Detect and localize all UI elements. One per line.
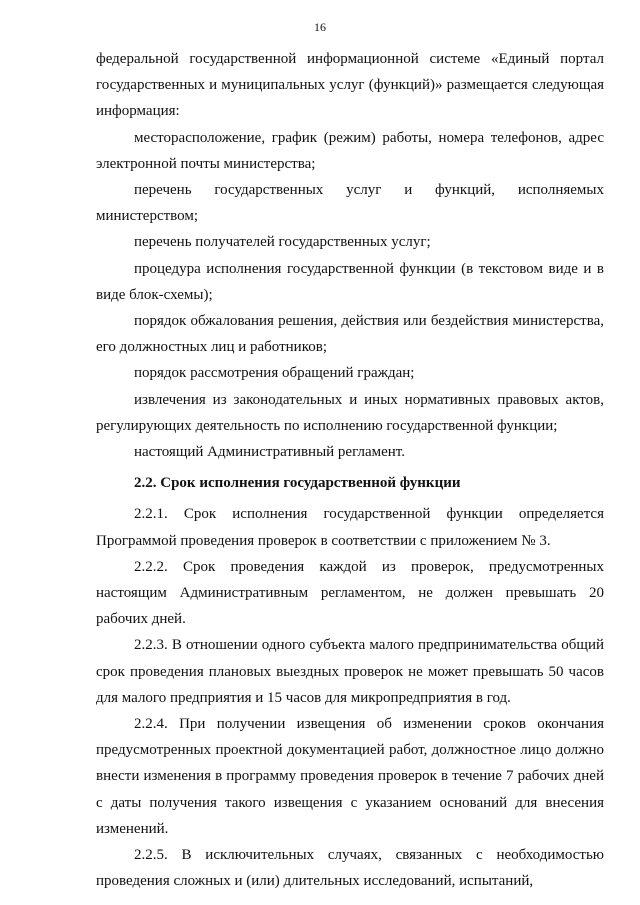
section-heading: 2.2. Срок исполнения государственной функции: [134, 475, 461, 492]
paragraph-services: перечень государственных услуг и функций, исполняемых министерством;: [96, 182, 604, 225]
paragraph-appeal: порядок обжалования решения, действия или бездействия министерства, его должностных лиц и работников;: [96, 313, 604, 356]
paragraph-2-2-4: 2.2.4. При получении извещения об изменении сроков окончания предусмотренных проектной документацией работ, должностное лицо должно внести изменения в программу проведения проверок в течение 7 рабочих дней с даты получения такого извещения с указанием оснований для внесения изменений.: [96, 716, 604, 837]
paragraph-recipients: перечень получателей государственных услуг;: [134, 234, 431, 251]
paragraph-location: месторасположение, график (режим) работы, номера телефонов, адрес электронной почты министерства;: [96, 129, 604, 172]
paragraph-extracts: извлечения из законодательных и иных нормативных правовых актов, регулирующих деятельность по исполнению государственной функции;: [96, 391, 604, 434]
paragraph-procedure: процедура исполнения государственной функции (в текстовом виде и в виде блок-схемы);: [96, 260, 604, 303]
paragraph-intro: федеральной государственной информационной системе «Единый портал государственных и муниципальных услуг (функций)» размещается следующая информация:: [96, 51, 604, 120]
paragraph-2-2-3: 2.2.3. В отношении одного субъекта малого предпринимательства общий срок проведения плановых выездных проверок не может превышать 50 часов для малого предприятия и 15 часов для микропредприятия в год.: [96, 637, 604, 706]
paragraph-regulation: настоящий Административный регламент.: [134, 444, 405, 461]
page-content: [96, 46, 604, 895]
paragraph-2-2-5: 2.2.5. В исключительных случаях, связанных с необходимостью проведения сложных и (или) длительных исследований, испытаний,: [96, 847, 604, 890]
paragraph-2-2-1: 2.2.1. Срок исполнения государственной функции определяется Программой проведения проверок в соответствии с приложением № 3.: [96, 506, 604, 549]
paragraph-2-2-2: 2.2.2. Срок проведения каждой из проверок, предусмотренных настоящим Административным регламентом, не должен превышать 20 рабочих дней.: [96, 558, 604, 628]
paragraph-citizens: порядок рассмотрения обращений граждан;: [134, 365, 415, 382]
page-number: 16: [314, 20, 326, 34]
